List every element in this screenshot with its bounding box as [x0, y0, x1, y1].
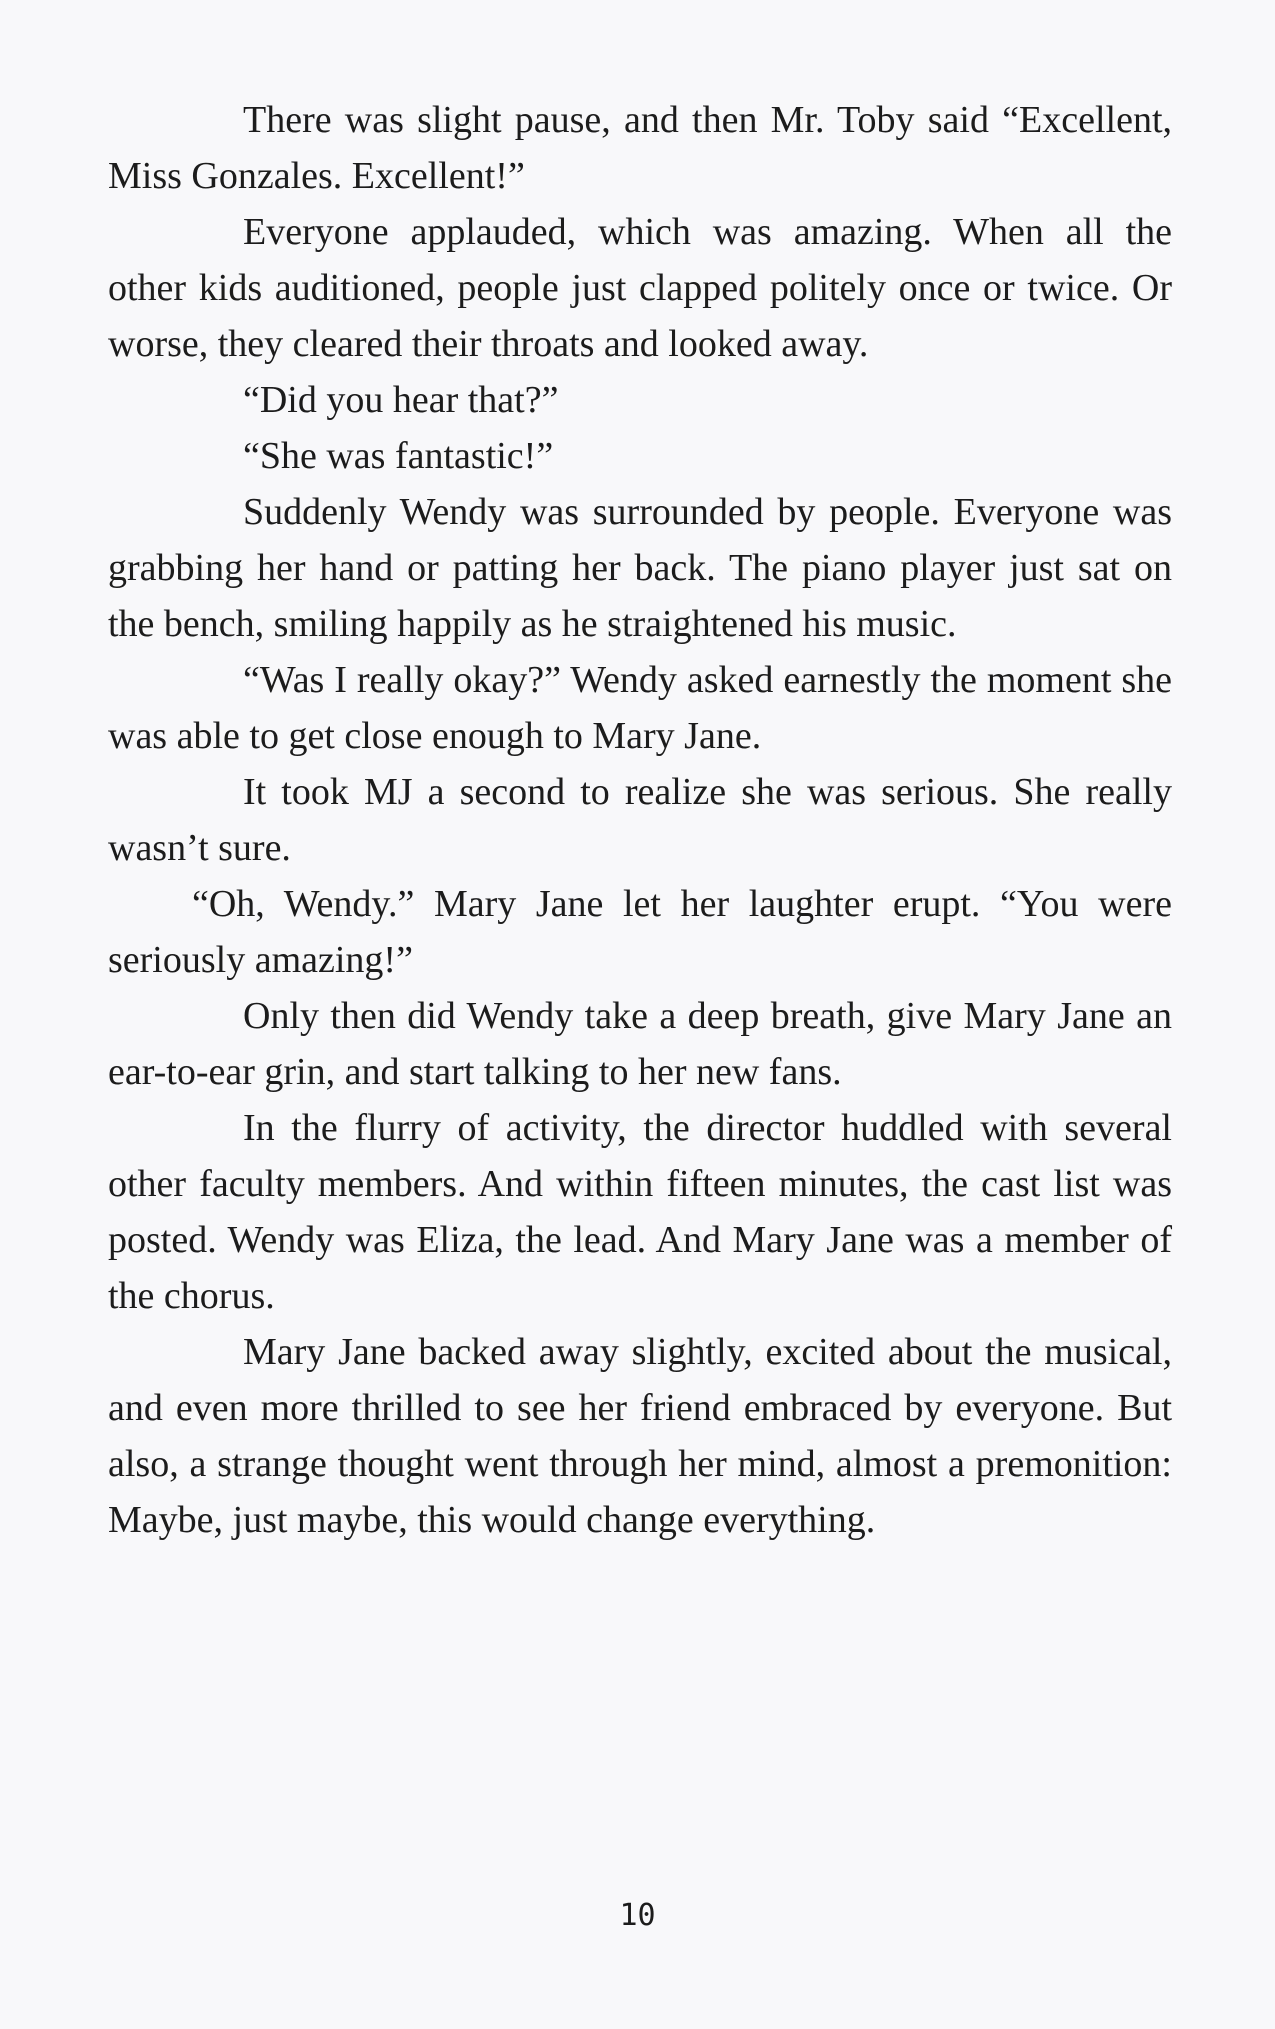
paragraph: “She was fantastic!”: [243, 435, 554, 477]
paragraph: “Was I really okay?” Wendy asked earnestly the moment she was able to get close enough to Mary Jane.: [108, 659, 1172, 757]
paragraph: Mary Jane backed away slightly, excited about the musical, and even more thrilled to see her friend embraced by everyone. But also, a strange thought went through her mind, almost a premonition: Maybe, just maybe, this would change everything.: [108, 1331, 1172, 1541]
paragraph: In the flurry of activity, the director huddled with several other faculty members. And within fifteen minutes, the cast list was posted. Wendy was Eliza, the lead. And Mary Jane was a member of the chorus.: [108, 1107, 1172, 1317]
paragraph: There was slight pause, and then Mr. Toby said “Excellent, Miss Gonzales. Excellent!”: [108, 99, 1172, 197]
paragraph: Only then did Wendy take a deep breath, give Mary Jane an ear-to-ear grin, and start talking to her new fans.: [108, 995, 1172, 1093]
paragraph: Everyone applauded, which was amazing. When all the other kids auditioned, people just clapped politely once or twice. Or worse, they cleared their throats and looked away.: [108, 211, 1172, 365]
paragraph: It took MJ a second to realize she was serious. She really wasn’t sure.: [108, 771, 1172, 869]
body-text: [108, 92, 1172, 1548]
paragraph: “Did you hear that?”: [243, 379, 559, 421]
paragraph: Suddenly Wendy was surrounded by people. Everyone was grabbing her hand or patting her back. The piano player just sat on the bench, smiling happily as he straightened his music.: [108, 491, 1172, 645]
page-number: 10: [619, 1898, 656, 1933]
paragraph: “Oh, Wendy.” Mary Jane let her laughter erupt. “You were seriously amazing!”: [108, 883, 1172, 981]
